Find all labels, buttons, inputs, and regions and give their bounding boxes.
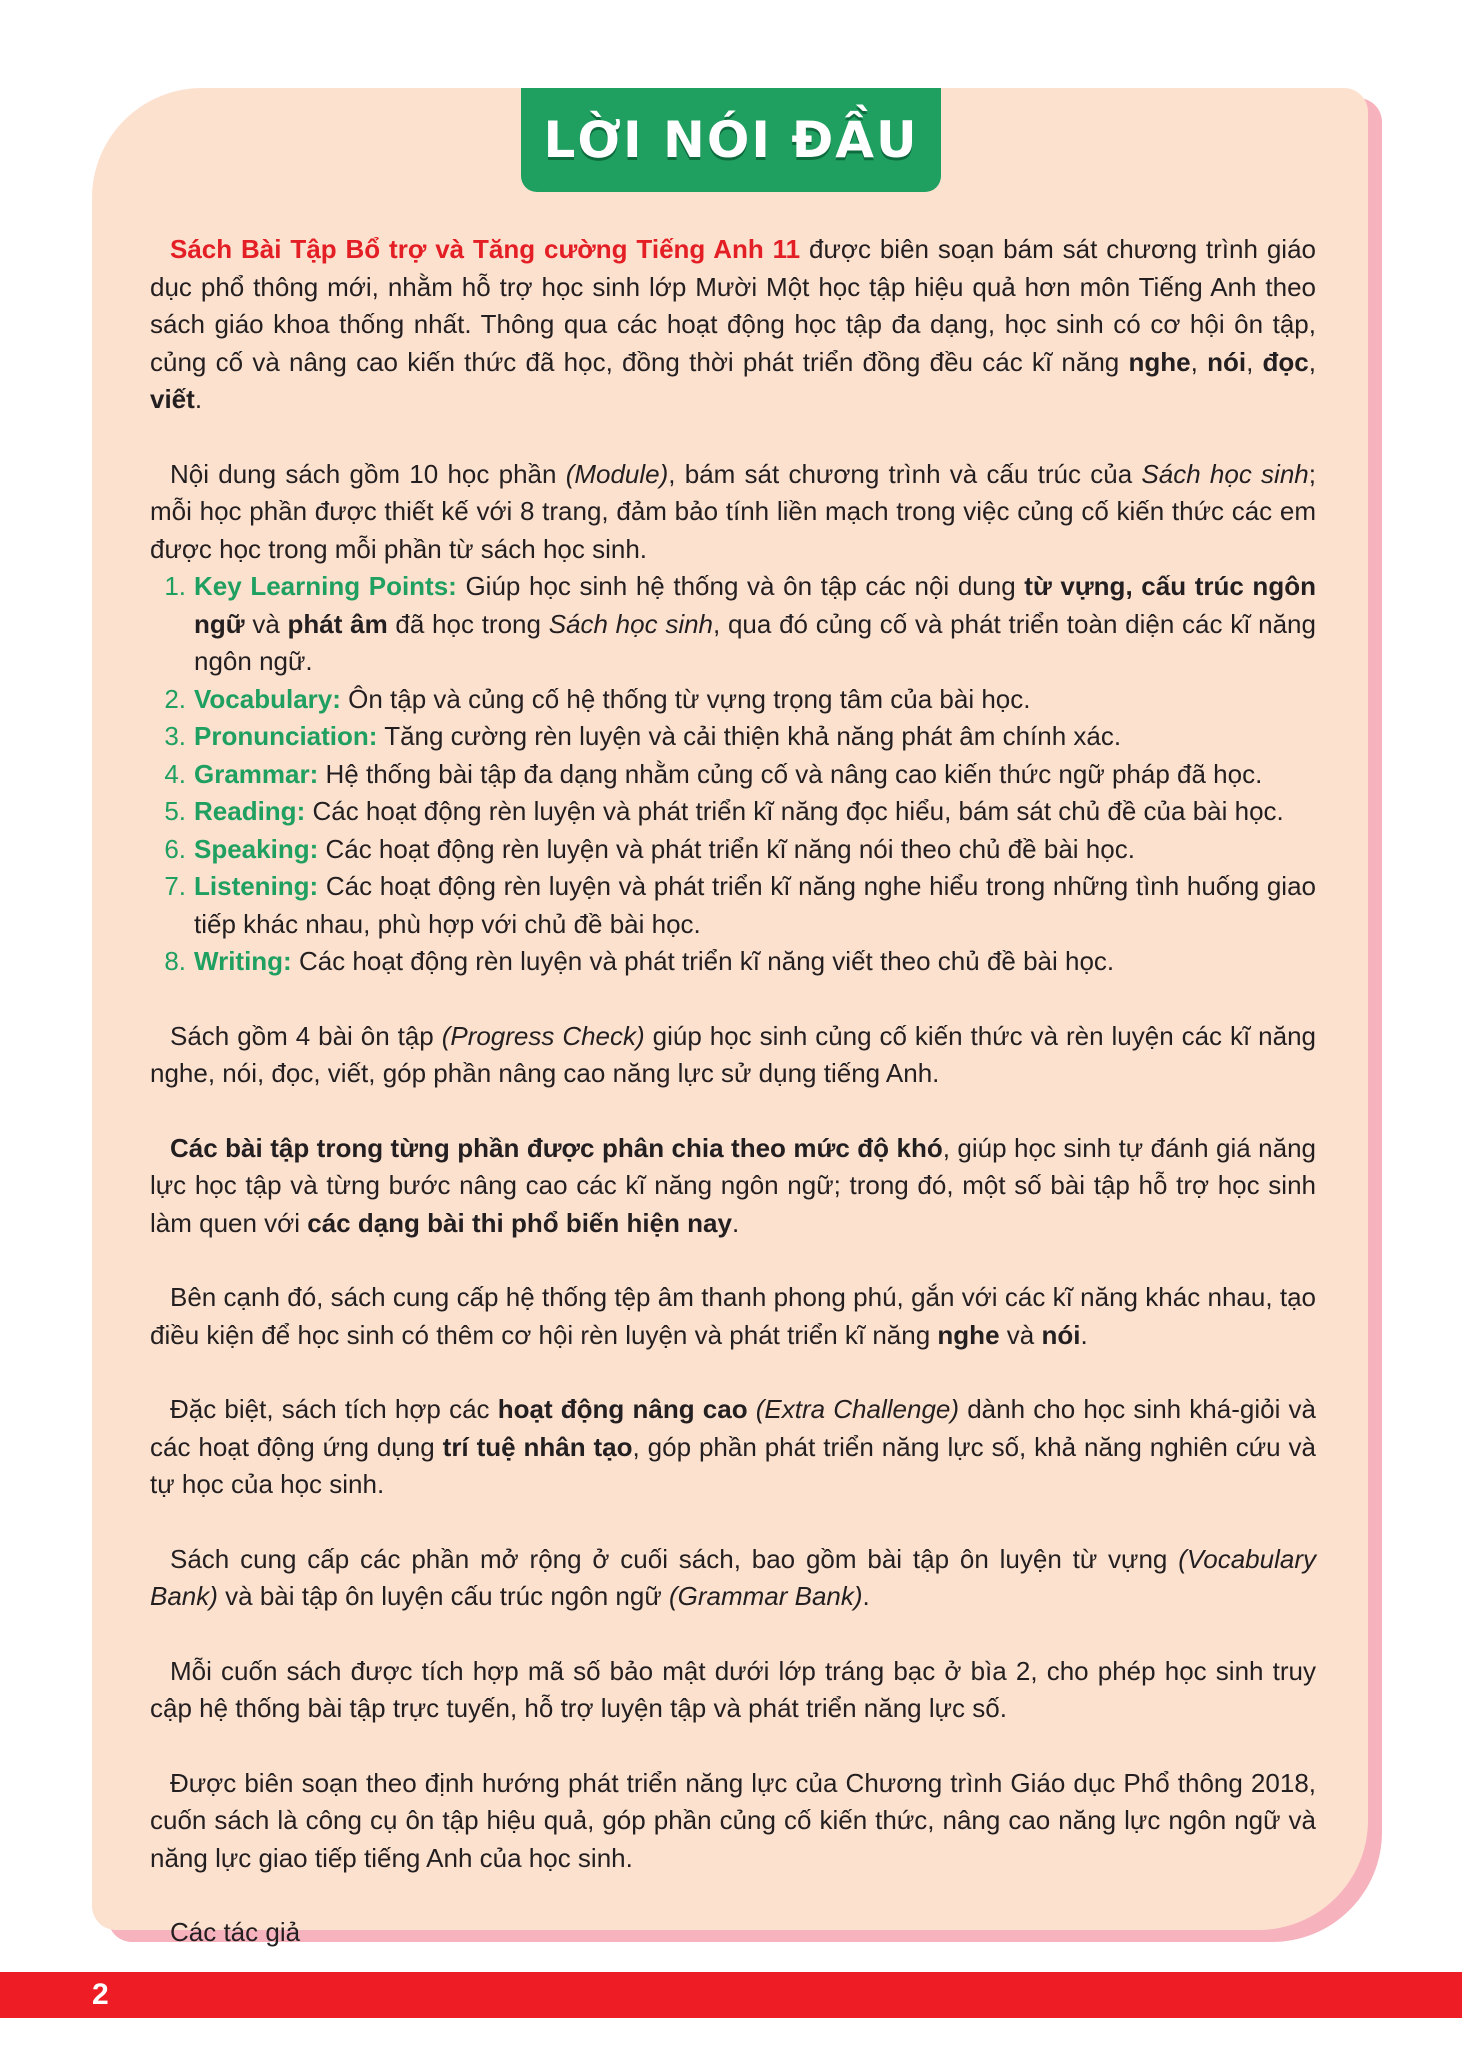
extra-paragraph — [150, 1391, 1316, 1504]
grammar-bank-term: (Grammar Bank) — [668, 1581, 863, 1611]
skill-writing: viết — [150, 384, 195, 414]
body-text: , góp phần phát triển năng lực số, khả năng nghiên cứu và tự học của học sinh. — [150, 1431, 1316, 1499]
module-term: (Module) — [565, 458, 669, 489]
student-book-term: Sách học sinh — [1141, 458, 1309, 489]
list-number: 4. — [164, 758, 186, 789]
sep: , — [1125, 571, 1142, 601]
bold-term: nói — [1041, 1319, 1081, 1350]
list-item — [150, 756, 1316, 794]
content-paragraph — [150, 456, 1316, 569]
bold-term: từ vựng — [1024, 571, 1126, 601]
sep: , — [1246, 346, 1263, 377]
module-label: Vocabulary: — [194, 683, 341, 714]
sep: , — [1190, 346, 1208, 377]
list-item — [150, 943, 1316, 981]
module-text: Các hoạt động rèn luyện và phát triển kĩ năng viết theo chủ đề bài học. — [291, 946, 1115, 976]
module-text: Giúp học sinh hệ thống và ôn tập các nội dung — [456, 571, 1025, 601]
module-text: Các hoạt động rèn luyện và phát triển kĩ năng đọc hiểu, bám sát chủ đề của bài học. — [305, 796, 1284, 826]
content-text: , bám sát chương trình và cấu trúc của — [668, 458, 1142, 489]
module-text: Hệ thống bài tập đa dạng nhằm củng cố và nâng cao kiến thức ngữ pháp đã học. — [318, 758, 1263, 789]
module-label: Pronunciation: — [194, 721, 378, 751]
title-banner — [521, 88, 941, 192]
book-name: Sách Bài Tập Bổ trợ và Tăng cường Tiếng Anh 11 — [170, 234, 801, 264]
module-label: Listening: — [194, 871, 319, 901]
list-number: 7. — [164, 871, 186, 901]
list-item — [150, 681, 1316, 719]
module-text: Tăng cường rèn luyện và cải thiện khả năng phát âm chính xác. — [377, 721, 1122, 751]
body-text: Sách gồm 4 bài ôn tập — [170, 1020, 442, 1051]
content-text: Nội dung sách gồm 10 học phần — [170, 458, 566, 489]
bold-term: trí tuệ nhân tạo — [442, 1431, 633, 1462]
module-text: Các hoạt động rèn luyện và phát triển kĩ năng nói theo chủ đề bài học. — [318, 833, 1135, 864]
module-label: Speaking: — [194, 833, 319, 864]
skill-reading: đọc — [1262, 346, 1309, 377]
list-number: 3. — [164, 721, 186, 751]
module-label: Writing: — [194, 946, 292, 976]
module-list — [150, 568, 1316, 981]
list-item — [150, 718, 1316, 756]
body-text: , giúp học sinh tự đánh giá năng lực học tập và từng bước nâng cao các kĩ năng ngôn ngữ; trong đó, một số bài tập hỗ trợ học sinh làm quen với — [150, 1132, 1316, 1238]
module-label: Reading: — [194, 796, 306, 826]
sep: , — [1308, 346, 1316, 377]
bold-term: Các bài tập trong từng phần được phân chia theo mức độ khó — [170, 1132, 943, 1163]
body-text: dành cho học sinh khá-giỏi và các hoạt động ứng dụng — [150, 1394, 1316, 1462]
vocabulary-bank-term: (Vocabulary Bank) — [150, 1543, 1316, 1611]
sep: . — [862, 1581, 870, 1611]
sep: . — [1080, 1319, 1088, 1350]
audio-paragraph — [150, 1279, 1316, 1354]
bold-term: các dạng bài thi phổ biến hiện nay — [307, 1207, 732, 1238]
skill-listening: nghe — [1128, 346, 1191, 377]
content-text: ; mỗi học phần được thiết kế với 8 trang, đảm bảo tính liền mạch trong việc củng cố kiến thức các em được học trong mỗi phần từ sách học sinh. — [150, 458, 1316, 564]
list-number: 6. — [164, 833, 186, 864]
module-text: đã học trong — [387, 608, 549, 639]
module-text: , qua đó củng cố và phát triển toàn diện các kĩ năng ngôn ngữ. — [194, 608, 1316, 676]
page-number: 2 — [92, 1978, 109, 2011]
body-text: giúp học sinh củng cố kiến thức và rèn luyện các kĩ năng nghe, nói, đọc, viết, góp phần nâng cao năng lực sử dụng tiếng Anh. — [150, 1020, 1316, 1088]
list-item — [150, 831, 1316, 869]
list-item — [150, 793, 1316, 831]
sep: . — [194, 384, 203, 414]
footer-bar — [0, 1972, 1462, 2018]
closing-paragraph: Được biên soạn theo định hướng phát triển năng lực của Chương trình Giáo dục Phổ thông 2018, cuốn sách là công cụ ôn tập hiệu quả, góp phần củng cố kiến thức, nâng cao năng lực ngôn ngữ và năng lực giao tiếp tiếng Anh của học sinh. — [150, 1767, 1316, 1873]
list-number: 5. — [164, 796, 186, 826]
list-item — [150, 868, 1316, 943]
module-label: Key Learning Points: — [194, 571, 457, 601]
module-label: Grammar: — [194, 758, 319, 789]
signature: Các tác giả — [170, 1917, 301, 1947]
sep: . — [731, 1207, 740, 1238]
module-text: Các hoạt động rèn luyện và phát triển kĩ năng nghe hiểu trong những tình huống giao tiếp khác nhau, phù hợp với chủ đề bài học. — [194, 871, 1316, 939]
page-title: LỜI NÓI ĐẦU — [543, 111, 919, 169]
bold-term: hoạt động nâng cao — [497, 1394, 748, 1424]
intro-paragraph — [150, 231, 1316, 419]
progress-check-term: (Progress Check) — [441, 1020, 645, 1051]
bold-term: phát âm — [287, 608, 388, 639]
body-text: và bài tập ôn luyện cấu trúc ngôn ngữ — [217, 1581, 669, 1611]
bold-term: cấu trúc ngôn ngữ — [194, 571, 1316, 639]
preface-content — [150, 231, 1316, 1989]
list-number: 1. — [164, 571, 186, 601]
security-paragraph: Mỗi cuốn sách được tích hợp mã số bảo mật dưới lớp tráng bạc ở bìa 2, cho phép học sinh truy cập hệ thống bài tập trực tuyến, hỗ trợ luyện tập và phát triển năng lực số. — [150, 1655, 1316, 1723]
module-text: Ôn tập và củng cố hệ thống từ vựng trọng tâm của bài học. — [340, 683, 1031, 714]
extra-challenge-term: (Extra Challenge) — [747, 1394, 960, 1424]
student-book-term: Sách học sinh — [548, 608, 714, 639]
list-number: 2. — [164, 683, 186, 714]
progress-paragraph — [150, 1018, 1316, 1093]
body-text: và — [999, 1319, 1042, 1350]
sep: và — [244, 608, 288, 639]
banks-paragraph — [150, 1541, 1316, 1616]
difficulty-paragraph — [150, 1130, 1316, 1243]
list-item — [150, 568, 1316, 681]
skill-speaking: nói — [1207, 346, 1247, 377]
body-text: Đặc biệt, sách tích hợp các — [170, 1394, 498, 1424]
body-text: Sách cung cấp các phần mở rộng ở cuối sách, bao gồm bài tập ôn luyện từ vựng — [170, 1543, 1179, 1574]
body-text: Bên cạnh đó, sách cung cấp hệ thống tệp âm thanh phong phú, gắn với các kĩ năng khác nhau, tạo điều kiện để học sinh có thêm cơ hội rèn luyện và phát triển kĩ năng — [150, 1282, 1316, 1350]
bold-term: nghe — [937, 1319, 1000, 1350]
intro-text: được biên soạn bám sát chương trình giáo dục phổ thông mới, nhằm hỗ trợ học sinh lớp Mười Một học tập hiệu quả hơn môn Tiếng Anh theo sách giáo khoa thống nhất. Thông qua các hoạt động học tập đa dạng, học sinh có cơ hội ôn tập, củng cố và nâng cao kiến thức đã học, đồng thời phát triển đồng đều các kĩ năng — [150, 234, 1316, 377]
list-number: 8. — [164, 946, 186, 976]
